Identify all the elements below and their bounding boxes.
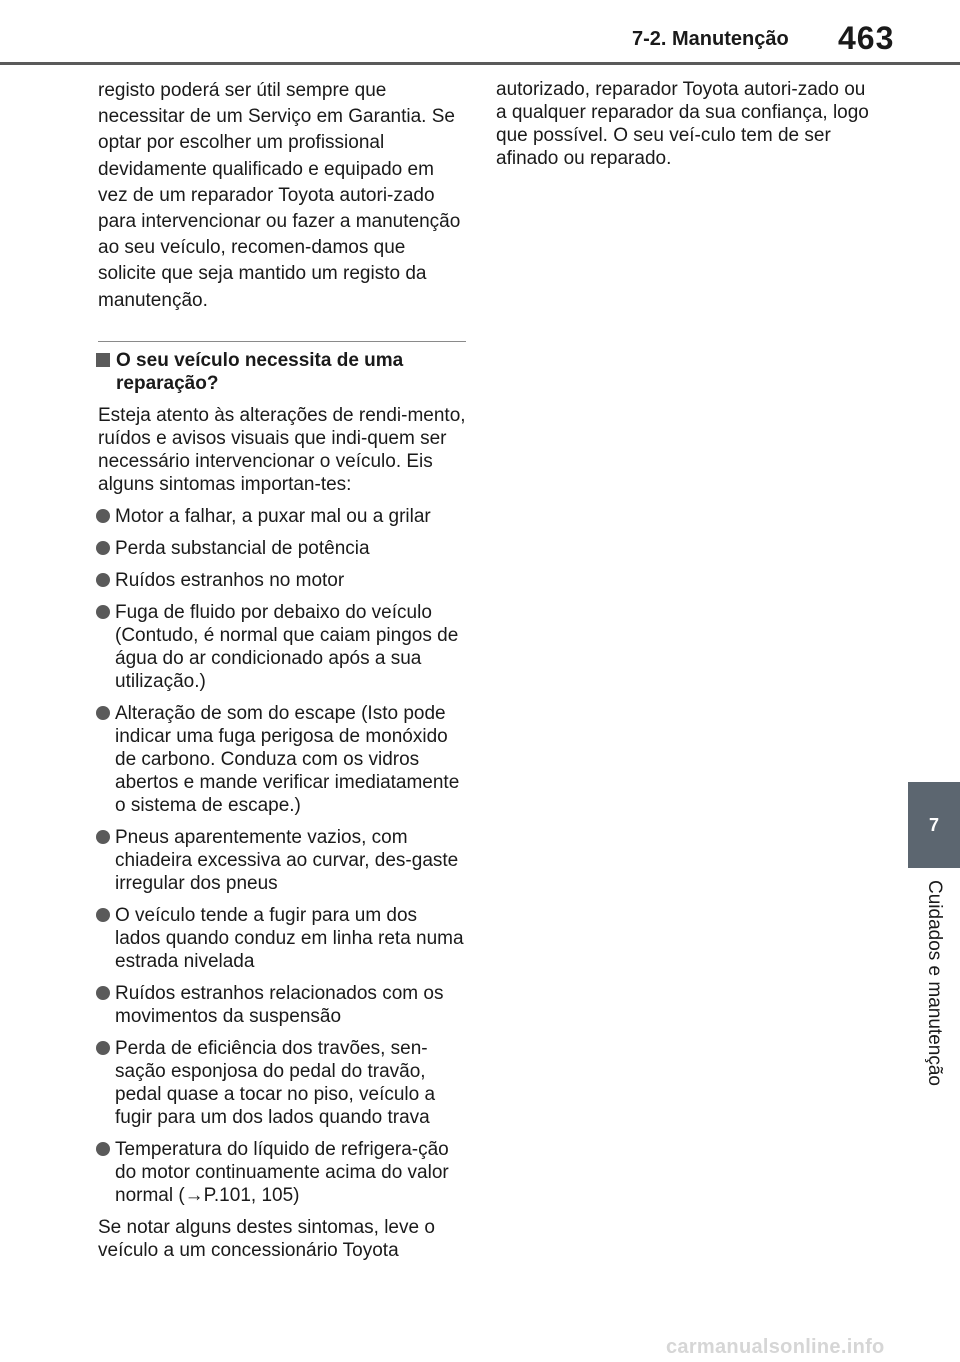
list-item-text: Temperatura do líquido de refrigera-ção do motor continuamente acima do valor normal (→P.101, 105) [115, 1138, 449, 1206]
circle-bullet-icon [96, 830, 110, 844]
list-item-text: Fuga de fluido por debaixo do veículo (Contudo, é normal que caiam pingos de água do ar condicionado após a sua utilização.) [115, 601, 459, 692]
subheading-text: O seu veículo necessita de uma reparação? [116, 349, 404, 394]
chapter-number: 7 [928, 814, 939, 835]
left-column [98, 78, 466, 1262]
list-item [96, 1037, 466, 1129]
list-item [96, 904, 466, 973]
list-item-text: Ruídos estranhos relacionados com os movimentos da suspensão [115, 982, 444, 1027]
right-column [496, 78, 872, 170]
site-watermark: carmanualsonline.info [666, 1336, 885, 1358]
list-item-text: O veículo tende a fugir para um dos lados quando conduz em linha reta numa estrada nivelada [115, 904, 464, 972]
list-item-text: Alteração de som do escape (Isto pode indicar uma fuga perigosa de monóxido de carbono. Conduza com os vidros abertos e mande verificar imediatamente o sistema de escape.) [115, 702, 460, 816]
page-number: 463 [838, 20, 895, 56]
circle-bullet-icon [96, 1142, 110, 1156]
list-item [96, 982, 466, 1028]
intro-paragraph: registo poderá ser útil sempre que necessitar de um Serviço em Garantia. Se optar por escolher um profissional devidamente qualificado e equipado em vez de um reparador Toyota autori-zado para intervencionar ou fazer a manutenção ao seu veículo, recomen-damos que solicite que seja mantido um registo da manutenção. [98, 80, 461, 311]
circle-bullet-icon [96, 573, 110, 587]
circle-bullet-icon [96, 541, 110, 555]
section-divider [98, 341, 466, 342]
list-item-text: Ruídos estranhos no motor [115, 569, 345, 591]
list-item [96, 702, 466, 817]
list-item-text: Perda substancial de potência [115, 537, 370, 559]
list-item-text: Pneus aparentemente vazios, com chiadeira excessiva ao curvar, des-gaste irregular dos pneus [115, 826, 459, 894]
chapter-title-text: Cuidados e manutenção [924, 880, 945, 1086]
lead-paragraph: Esteja atento às alterações de rendi-mento, ruídos e avisos visuais que indi-quem ser necessário intervencionar o veículo. Eis alguns sintomas importan-tes: [98, 404, 466, 495]
closing-paragraph: Se notar alguns destes sintomas, leve o veículo a um concessionário Toyota [98, 1216, 435, 1261]
circle-bullet-icon [96, 1041, 110, 1055]
symptom-list [98, 505, 466, 1207]
square-bullet-icon [96, 353, 110, 367]
continuation-paragraph: autorizado, reparador Toyota autori-zado ou a qualquer reparador da sua confiança, logo que possível. O seu veí-culo tem de ser afinado ou reparado. [496, 79, 869, 169]
circle-bullet-icon [96, 986, 110, 1000]
circle-bullet-icon [96, 908, 110, 922]
circle-bullet-icon [96, 706, 110, 720]
chapter-tab[interactable] [908, 782, 960, 868]
list-item [96, 537, 466, 560]
header-section-title: 7-2. Manutenção [632, 28, 789, 50]
list-item [96, 1138, 466, 1207]
circle-bullet-icon [96, 509, 110, 523]
header-rule [0, 62, 960, 65]
list-item-text: Motor a falhar, a puxar mal ou a grilar [115, 505, 431, 527]
list-item-text: Perda de eficiência dos travões, sen-sação esponjosa do pedal do travão, pedal quase a tocar no piso, veículo a fugir para um dos lados quando trava [115, 1037, 436, 1128]
circle-bullet-icon [96, 605, 110, 619]
list-item [96, 569, 466, 592]
list-item [96, 826, 466, 895]
list-item [96, 601, 466, 693]
list-item [96, 505, 466, 528]
section-subheading [96, 349, 466, 395]
chapter-title-vertical [908, 880, 960, 1130]
